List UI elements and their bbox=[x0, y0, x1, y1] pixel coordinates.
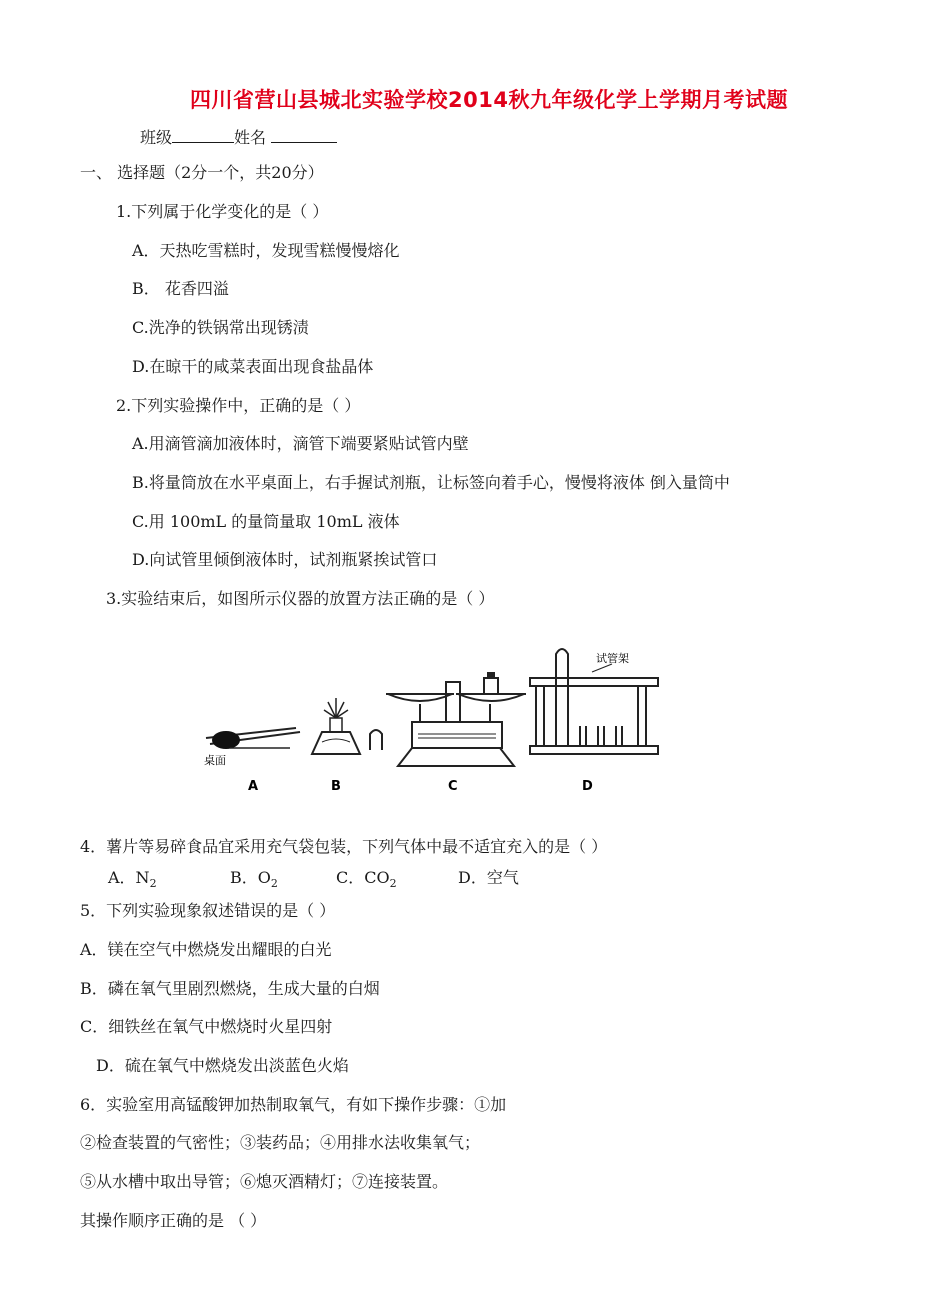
q1-stem: 1.下列属于化学变化的是（ ） bbox=[116, 202, 329, 221]
q2-option-b: B.将量筒放在水平桌面上，右手握试剂瓶，让标签向着手心，慢慢将液体 倒入量筒中 bbox=[132, 473, 730, 492]
q5-option-a: A．镁在空气中燃烧发出耀眼的白光 bbox=[80, 940, 332, 959]
q2-option-c: C.用 100mL 的量筒量取 10mL 液体 bbox=[132, 512, 400, 531]
q4-option-c: C．$CO_2$ bbox=[336, 868, 397, 891]
figure-label-d: D bbox=[582, 779, 593, 794]
q4-stem: 4．薯片等易碎食品宜采用充气袋包装，下列气体中最不适宜充入的是（ ） bbox=[80, 837, 608, 856]
q4-option-d: D．空气 bbox=[458, 868, 519, 887]
q6-steps-line3: ⑤从水槽中取出导管；⑥熄灭酒精灯；⑦连接装置。 bbox=[80, 1172, 449, 1191]
q5-stem: 5．下列实验现象叙述错误的是（ ） bbox=[80, 901, 336, 920]
desk-label: 桌面 bbox=[204, 754, 226, 767]
figure-b-alcohol-lamp bbox=[312, 698, 382, 794]
figure-c-balance bbox=[386, 672, 526, 794]
name-blank bbox=[271, 128, 337, 143]
figure-label-a: A bbox=[248, 779, 259, 794]
rack-label: 试管架 bbox=[596, 652, 629, 665]
q5-option-b: B．磷在氧气里剧烈燃烧，生成大量的白烟 bbox=[80, 979, 380, 998]
q1-option-a: A．天热吃雪糕时，发现雪糕慢慢熔化 bbox=[132, 241, 400, 260]
page-title: 四川省营山县城北实验学校2014秋九年级化学上学期月考试题 bbox=[190, 88, 788, 112]
q4-option-a: A．$N_2$ bbox=[108, 868, 157, 891]
q1-option-d: D.在晾干的咸菜表面出现食盐晶体 bbox=[132, 357, 374, 376]
q6-stem: 6．实验室用高锰酸钾加热制取氧气，有如下操作步骤：①加 bbox=[80, 1095, 507, 1114]
name-label: 姓名 bbox=[234, 128, 267, 147]
q6-steps-line2: ②检查装置的气密性；③装药品；④用排水法收集氧气； bbox=[80, 1133, 481, 1152]
class-blank bbox=[172, 128, 234, 143]
lab-equipment-figure bbox=[200, 638, 670, 798]
q5-option-c: C．细铁丝在氧气中燃烧时火星四射 bbox=[80, 1017, 333, 1036]
figure-a-test-tube bbox=[204, 728, 300, 794]
q6-answer-prompt: 其操作顺序正确的是 （ ） bbox=[80, 1211, 267, 1230]
q3-stem: 3.实验结束后，如图所示仪器的放置方法正确的是（ ） bbox=[106, 589, 495, 608]
figure-label-c: C bbox=[448, 779, 458, 794]
section-heading: 一、 选择题（2分一个，共20分） bbox=[80, 163, 324, 182]
class-label: 班级 bbox=[140, 128, 173, 147]
q4-option-b: B．$O_2$ bbox=[230, 868, 278, 891]
student-info-line bbox=[140, 128, 337, 148]
q2-stem: 2.下列实验操作中，正确的是（ ） bbox=[116, 396, 361, 415]
q1-option-c: C.洗净的铁锅常出现锈渍 bbox=[132, 318, 309, 337]
q2-option-a: A.用滴管滴加液体时，滴管下端要紧贴试管内壁 bbox=[132, 434, 469, 453]
figure-label-b: B bbox=[331, 779, 341, 794]
q2-option-d: D.向试管里倾倒液体时，试剂瓶紧挨试管口 bbox=[132, 550, 438, 569]
q1-option-b: B． 花香四溢 bbox=[132, 279, 229, 298]
figure-d-test-tube-rack bbox=[530, 649, 658, 794]
q4-options bbox=[108, 868, 519, 894]
q5-option-d: D．硫在氧气中燃烧发出淡蓝色火焰 bbox=[96, 1056, 349, 1075]
